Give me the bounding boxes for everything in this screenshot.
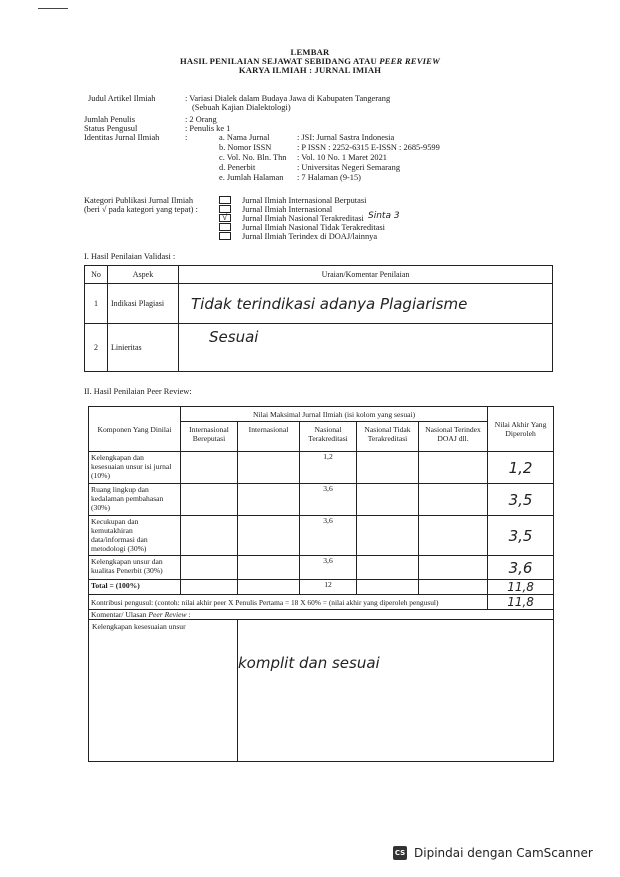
scan-mark xyxy=(38,8,68,9)
handwritten-nilai-akhir: 3,6 xyxy=(508,558,533,577)
check-mark: √ xyxy=(222,212,228,223)
status-pengusul-value: : Penulis ke 1 xyxy=(185,124,231,133)
kontribusi-row xyxy=(89,595,554,610)
col-komponen-header: Komponen Yang Dinilai xyxy=(89,407,181,452)
peer-row xyxy=(89,516,554,556)
peer-row xyxy=(89,452,554,484)
col-nasional-tidak-terakreditasi: Nasional Tidak Terakreditasi xyxy=(357,422,419,452)
nilai-nasional-cell: 3,6 xyxy=(300,484,357,516)
komponen-cell: Ruang lingkup dan kedalaman pembahasan (30%) xyxy=(89,484,181,516)
nama-jurnal-label: a. Nama Jurnal xyxy=(219,133,270,142)
row-no: 2 xyxy=(85,324,108,372)
identitas-label: Identitas Jurnal Ilmiah xyxy=(84,133,160,142)
kontribusi-label: Kontribusi pengusul: (contoh: nilai akhir peer X Penulis Pertama = 18 X 60% = (nilai akhir yang diperoleh pengusul) xyxy=(89,595,488,610)
col-nasional-terindex-doaj: Nasional Terindex DOAJ dll. xyxy=(419,422,488,452)
kategori-label: Kategori Publikasi Jurnal Ilmiah xyxy=(84,196,194,205)
peer-row xyxy=(89,556,554,580)
checkbox-nasional-terakreditasi[interactable] xyxy=(219,214,231,222)
section-2-title: II. Hasil Penilaian Peer Review: xyxy=(84,387,192,396)
handwritten-nilai-akhir: 1,2 xyxy=(508,458,533,477)
total-row xyxy=(89,580,554,595)
issn-value: : P ISSN : 2252-6315 E-ISSN : 2685-9599 xyxy=(297,143,440,152)
judul-value: : Variasi Dialek dalam Budaya Jawa di Kabupaten Tangerang xyxy=(185,94,391,103)
handwritten-total-akhir: 11,8 xyxy=(507,580,534,594)
penerbit-label: d. Penerbit xyxy=(219,163,256,172)
judul-value-2: (Sebuah Kajian Dialektologi) xyxy=(192,103,291,112)
camscanner-logo-icon: CS xyxy=(393,846,407,860)
kategori-option-4: Jurnal Ilmiah Nasional Tidak Terakreditasi xyxy=(242,223,386,232)
col-nilai-akhir-header: Nilai Akhir Yang Diperoleh xyxy=(488,407,554,452)
nilai-nasional-cell: 3,6 xyxy=(300,516,357,556)
komentar-row xyxy=(89,620,554,762)
volume-label: c. Vol. No. Bln. Thn xyxy=(219,153,287,162)
judul-label: Judul Artikel Ilmiah xyxy=(88,94,156,103)
jumlah-halaman-value: : 7 Halaman (9-15) xyxy=(297,173,361,182)
komponen-cell: Kecukupan dan kemutakhiran data/informasi dan metodologi (30%) xyxy=(89,516,181,556)
handwritten-plagiasi-comment: Tidak terindikasi adanya Plagiarisme xyxy=(191,294,468,313)
validasi-row xyxy=(85,284,553,324)
nilai-nasional-cell: 1,2 xyxy=(300,452,357,484)
jumlah-penulis-value: : 2 Orang xyxy=(185,115,217,124)
issn-label: b. Nomor ISSN xyxy=(219,143,272,152)
row-no: 1 xyxy=(85,284,108,324)
header-line-2: HASIL PENILAIAN SEJAWAT SEBIDANG ATAU PEER REVIEW xyxy=(180,56,440,66)
komponen-cell: Kelengkapan unsur dan kualitas Penerbit (30%) xyxy=(89,556,181,580)
handwritten-komentar: komplit dan sesuai xyxy=(238,654,380,672)
peer-review-table xyxy=(88,406,554,762)
identitas-colon: : xyxy=(185,133,188,142)
peer-row xyxy=(89,484,554,516)
status-pengusul-label: Status Pengusul xyxy=(84,124,138,133)
penerbit-value: : Universitas Negeri Semarang xyxy=(297,163,401,172)
validasi-header-row xyxy=(85,266,553,284)
total-label: Total = (100%) xyxy=(89,580,181,595)
komponen-cell: Kelengkapan dan kesesuaian unsur isi jurnal (10%) xyxy=(89,452,181,484)
header-line-1: LEMBAR xyxy=(290,47,330,57)
col-nasional-terakreditasi: Nasional Terakreditasi xyxy=(300,422,357,452)
jumlah-penulis-label: Jumlah Penulis xyxy=(84,115,135,124)
komentar-header-row xyxy=(89,610,554,620)
row-aspek: Linieritas xyxy=(108,324,179,372)
nama-jurnal-value: : JSI: Jurnal Sastra Indonesia xyxy=(297,133,395,142)
camscanner-watermark: Dipindai dengan CamScanner xyxy=(414,846,593,860)
kategori-option-2: Jurnal Ilmiah Internasional xyxy=(242,205,333,214)
jumlah-halaman-label: e. Jumlah Halaman xyxy=(219,173,284,182)
kategori-option-1: Jurnal Ilmiah Internasional Berputasi xyxy=(242,196,367,205)
row-aspek: Indikasi Plagiasi xyxy=(108,284,179,324)
header-line-3: KARYA ILMIAH : JURNAL IMIAH xyxy=(238,65,382,75)
peer-header-row-1 xyxy=(89,407,554,422)
total-nasional: 12 xyxy=(300,580,357,595)
kategori-option-5: Jurnal Ilmiah Terindex di DOAJ/lainnya xyxy=(242,232,378,241)
col-aspek-header: Aspek xyxy=(108,266,179,284)
komentar-label: Komentar/ Ulasan Peer Review : xyxy=(89,610,554,620)
checkbox-terindex-doaj[interactable] xyxy=(219,232,231,240)
volume-value: : Vol. 10 No. 1 Maret 2021 xyxy=(297,153,387,162)
checkbox-nasional-tidak-terakreditasi[interactable] xyxy=(219,223,231,231)
col-no-header: No xyxy=(85,266,108,284)
handwritten-nilai-akhir: 3,5 xyxy=(508,490,533,509)
komentar-row-label: Kelengkapan kesesuaian unsur xyxy=(89,620,238,762)
kategori-instruction: (beri √ pada kategori yang tepat) : xyxy=(84,205,198,214)
validasi-table xyxy=(84,265,553,372)
col-nilai-maksimal-header: Nilai Maksimal Jurnal Ilmiah (isi kolom yang sesuai) xyxy=(181,407,488,422)
handwritten-nilai-akhir: 3,5 xyxy=(508,526,533,545)
kategori-option-3: Jurnal Ilmiah Nasional Terakreditasi xyxy=(242,214,364,223)
col-internasional: Internasional xyxy=(238,422,300,452)
nilai-nasional-cell: 3,6 xyxy=(300,556,357,580)
section-1-title: I. Hasil Penilaian Validasi : xyxy=(84,252,176,261)
handwritten-linieritas-comment: Sesuai xyxy=(209,328,259,346)
col-internasional-bereputasi: Internasional Bereputasi xyxy=(181,422,238,452)
validasi-row xyxy=(85,324,553,372)
col-uraian-header: Uraian/Komentar Penilaian xyxy=(179,266,553,284)
handwritten-kontribusi-value: 11,8 xyxy=(507,595,534,609)
handwritten-sinta-note: Sinta 3 xyxy=(368,211,400,221)
checkbox-internasional-bereputasi[interactable] xyxy=(219,196,231,204)
